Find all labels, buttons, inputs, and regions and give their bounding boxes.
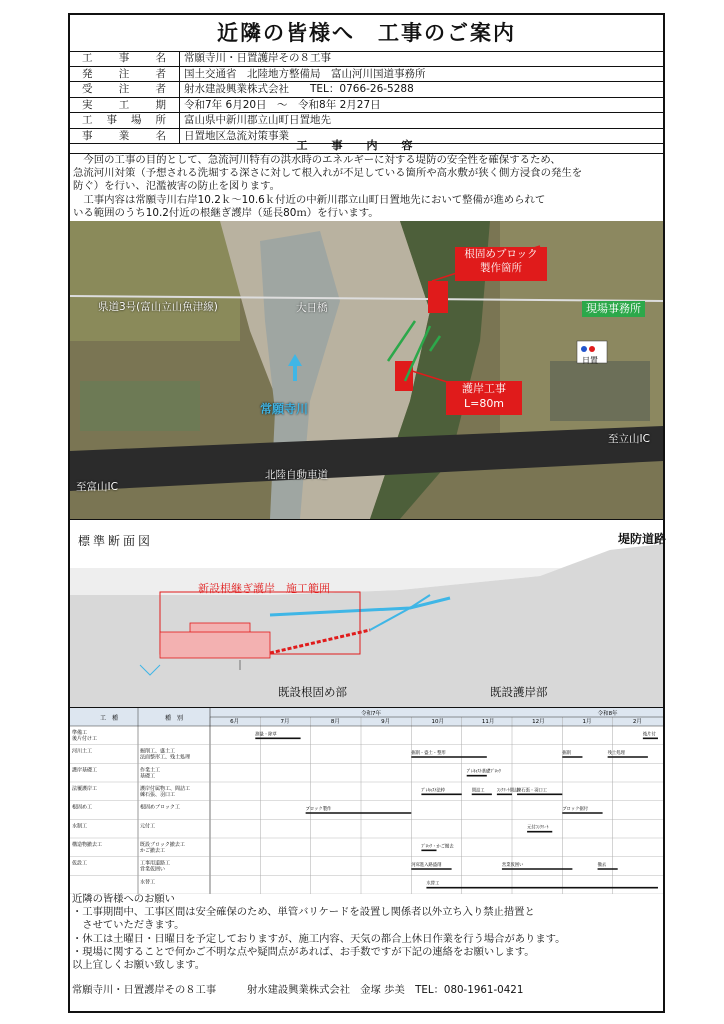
- schedule-work: 準備工: [72, 730, 88, 736]
- schedule-type: 根固めブロック工: [140, 804, 180, 811]
- schedule-type: 練石張、羽口工: [140, 792, 176, 798]
- schedule-bar-label: 練石張・羽口工: [517, 788, 548, 794]
- existing-revetment-label: 既設護岸部: [490, 685, 548, 699]
- schedule-bar-label: 水替工: [426, 881, 440, 887]
- schedule-type: かご撤去工: [140, 848, 166, 854]
- page-title: 近隣の皆様へ 工事のご案内: [70, 15, 663, 52]
- info-value: 常願寺川・日置護岸その８工事: [184, 52, 331, 64]
- hioki-label: 日置: [582, 356, 598, 365]
- info-value: 富山県中新川郡立山町日置地先: [184, 114, 331, 126]
- schedule-type: 基礎工: [140, 773, 156, 780]
- schedule-work: 法覆護岸工: [72, 786, 98, 792]
- schedule-bar-label: ｺﾝｸﾘｰﾄ間詰: [496, 788, 519, 794]
- notice-frame: [68, 13, 665, 1013]
- info-key: 受 注 者: [70, 82, 180, 97]
- schedule-work: 仮設工: [72, 860, 88, 867]
- schedule-bar-label: 元付ｺﾝｸﾘｰﾄ: [527, 825, 549, 831]
- schedule-month: 1月: [582, 719, 592, 725]
- schedule-bar-label: 掘削・盛土・整形: [411, 751, 446, 756]
- schedule-bar-label: 撤去: [597, 863, 607, 868]
- schedule-bar-label: 間詰工: [471, 788, 485, 794]
- info-row: [70, 98, 663, 114]
- resident-notes: 近隣の皆様へのお願い ・工事期間中、工事区間は安全確保のため、単管バリケードを設置し関係者以外立ち入り禁止措置と させていただきます。 ・休工は土曜日・日曜日を予定しておりますが、施工内容、天気の都合上休日作業を行う場合があります。 ・現場に関することで何かご不明な点や疑問点があれば、お手数ですが下記の連絡をお願いします。 以上宜しくお願い致します。: [72, 893, 566, 972]
- schedule-chart: [70, 707, 663, 894]
- schedule-col-type: 種 別: [165, 715, 184, 722]
- site-office-label: 現場事務所: [582, 301, 645, 317]
- schedule-bar-label: 掘削: [562, 751, 571, 756]
- to-tateyama-label: 至立山IC: [608, 433, 650, 445]
- existing-base-label: 既設根固め部: [278, 685, 347, 699]
- section-title: 標準断面図: [78, 534, 154, 548]
- work-description: 今回の工事の目的として、急流河川特有の洪水時のエネルギーに対する堤防の安全性を確保するため、 急流河川対策（予想される洗堀する深さに対して根入れが不足している箇所や高水敷が狭く側方浸食の発生を 防ぐ）を行い、氾濫被害の防止を図ります。 工事内容は常願寺川右岸10.2ｋ～10.6ｋ付近の中新川郡立山町日置地先において整備が進められて いる範囲のうち10.2付近の根継ぎ護岸（延長80ｍ）を行います。: [73, 154, 583, 219]
- schedule-bar-label: ブロック製作: [305, 807, 332, 812]
- schedule-bar-label: ﾌﾞﾛｯｸ・かご撤去: [421, 844, 454, 850]
- levee-road-label: 堤防道路: [618, 532, 667, 546]
- schedule-bar-label: 河床進入路盛削: [411, 863, 442, 868]
- info-value: 国土交通省 北陸地方整備局 富山河川国道事務所: [184, 67, 426, 80]
- cross-section-graphic: [70, 520, 663, 708]
- route3-label: 県道3号(富山立山魚津線): [98, 301, 218, 313]
- info-row: [70, 113, 663, 129]
- info-value: 日置地区急流対策事業: [184, 129, 289, 142]
- standard-cross-section: [70, 519, 667, 708]
- construction-range-label: 新設根継ぎ護岸 施工範囲: [198, 582, 330, 595]
- info-key: 工 事 場 所: [70, 113, 180, 128]
- river-label: 常願寺川: [260, 402, 309, 416]
- info-key: 実 工 期: [70, 98, 180, 113]
- schedule-year: 令和8年: [597, 711, 618, 717]
- contact-footer: 常願寺川・日置護岸その８工事 射水建設興業株式会社 金塚 歩美 TEL：080-1961-0421: [72, 984, 524, 996]
- schedule-type: 既設ブロック撤去工: [140, 842, 185, 848]
- revetment-label: 護岸工事 L=80m: [446, 381, 522, 415]
- schedule-month: 11月: [481, 719, 495, 725]
- info-row: [70, 51, 663, 67]
- schedule-month: 10月: [431, 719, 444, 725]
- schedule-work: 構造物撤去工: [72, 842, 103, 848]
- schedule-month: 6月: [230, 719, 240, 725]
- schedule-month: 7月: [280, 719, 290, 725]
- schedule-work: 水制工: [72, 823, 88, 830]
- schedule-month: 12月: [532, 719, 545, 725]
- block-yard-label: 根固めブロック 製作箇所: [455, 247, 547, 281]
- schedule-month: 9月: [381, 719, 391, 725]
- schedule-grid: [70, 708, 663, 894]
- schedule-work: 根固め工: [72, 804, 93, 811]
- section-heading: 工事内容: [70, 139, 663, 154]
- schedule-month: 8月: [330, 719, 340, 725]
- schedule-bar-label: 残土処理: [607, 751, 625, 756]
- schedule-work: 後片付け工: [72, 736, 98, 742]
- schedule-type: 護岸付属物工、間詰工: [140, 786, 191, 792]
- info-row: [70, 67, 663, 83]
- schedule-year: 令和7年: [361, 711, 381, 717]
- info-value: 令和7年 6月20日 ～ 令和8年 2月27日: [184, 98, 381, 111]
- schedule-month: 2月: [632, 719, 642, 725]
- schedule-work: 河川土工: [72, 748, 93, 755]
- schedule-bar-label: 後片付: [642, 732, 656, 738]
- info-value: 射水建設興業株式会社 TEL：0766-26-5288: [184, 83, 414, 95]
- schedule-type: 元付工: [140, 823, 156, 830]
- info-key: 発 注 者: [70, 67, 180, 82]
- to-toyama-label: 至富山IC: [76, 481, 118, 493]
- schedule-bar-label: 測量・除草: [255, 732, 277, 738]
- schedule-type: 法面整形工、残土処理: [140, 754, 191, 761]
- schedule-type: 掘削工、盛土工: [140, 748, 176, 755]
- schedule-bar-label: ブロック据付: [562, 807, 589, 812]
- schedule-type: 作業土工: [140, 767, 161, 774]
- bridge-label: 大日橋: [296, 302, 328, 314]
- schedule-bar-label: ﾌﾟﾚｷｬｽﾄ法枠: [421, 788, 446, 794]
- schedule-type: 営業仮囲い: [140, 866, 166, 873]
- info-key: 工 事 名: [70, 51, 180, 66]
- schedule-bar-label: ﾌﾟﾚｷｬｽﾄ基礎ﾌﾞﾛｯｸ: [466, 769, 502, 775]
- schedule-bar-label: 営業仮囲い: [501, 863, 524, 868]
- aerial-photo: [70, 221, 663, 519]
- info-key: 事 業 名: [70, 129, 180, 144]
- aerial-map-graphic: [70, 221, 663, 519]
- schedule-col-work: 工 種: [100, 715, 119, 722]
- expressway-label: 北陸自動車道: [265, 469, 328, 481]
- info-row: [70, 82, 663, 98]
- schedule-work: 護岸基礎工: [72, 767, 98, 774]
- info-table: [70, 51, 663, 144]
- schedule-type: 工事用道路工: [140, 860, 171, 867]
- schedule-type: 水替工: [140, 879, 156, 886]
